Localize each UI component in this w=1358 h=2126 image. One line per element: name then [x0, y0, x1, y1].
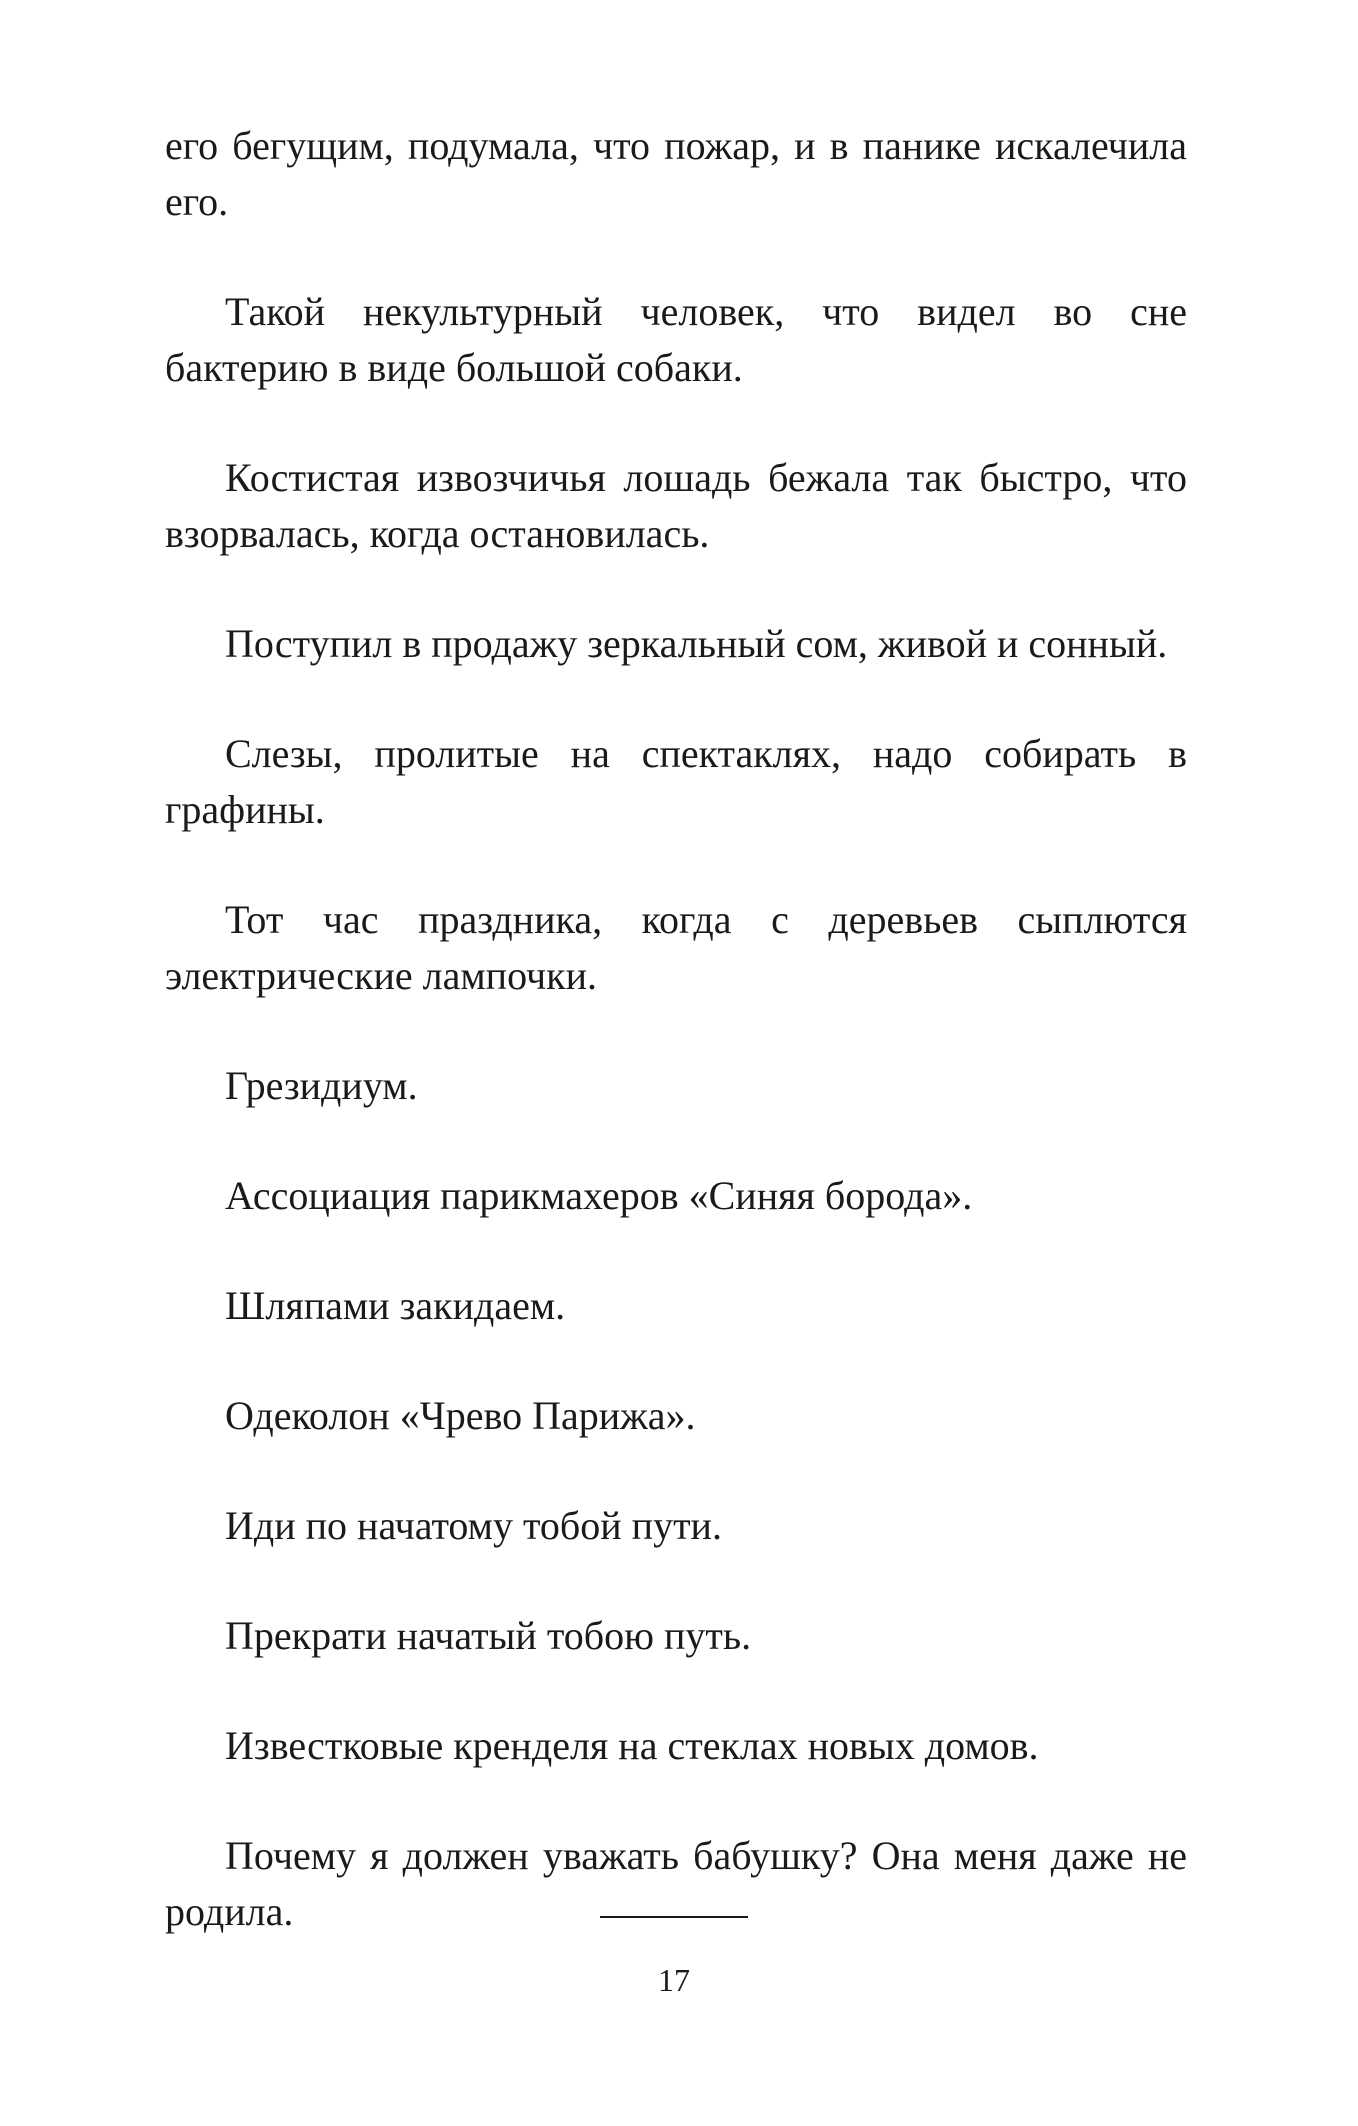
footer-divider — [600, 1916, 748, 1918]
paragraph: Одеколон «Чрево Парижа». — [225, 1393, 696, 1438]
paragraph: Поступил в продажу зеркальный сом, живой и сонный. — [225, 621, 1168, 666]
paragraph: Костистая извозчичья лошадь бежала так быстро, что взорвалась, когда остановилась. — [165, 455, 1187, 556]
paragraph: Грезидиум. — [225, 1063, 418, 1108]
paragraph: Тот час праздника, когда с деревьев сыплются электрические лампочки. — [165, 897, 1187, 998]
page-text — [165, 118, 1187, 1994]
paragraph: Такой некультурный человек, что видел во сне бактерию в виде большой собаки. — [165, 289, 1187, 390]
paragraph: Прекрати начатый тобою путь. — [225, 1613, 752, 1658]
paragraph: Шляпами закидаем. — [225, 1283, 566, 1328]
paragraph-continuation: его бегущим, подумала, что пожар, и в панике искалечила его. — [165, 123, 1187, 224]
page-number: 17 — [658, 1962, 690, 1998]
paragraph: Слезы, пролитые на спектаклях, надо собирать в графины. — [165, 731, 1187, 832]
paragraph: Ассоциация парикмахеров «Синяя борода». — [225, 1173, 973, 1218]
paragraph: Иди по начатому тобой пути. — [225, 1503, 722, 1548]
paragraph: Почему я должен уважать бабушку? Она меня даже не родила. — [165, 1833, 1187, 1934]
paragraph: Известковые кренделя на стеклах новых домов. — [225, 1723, 1039, 1768]
